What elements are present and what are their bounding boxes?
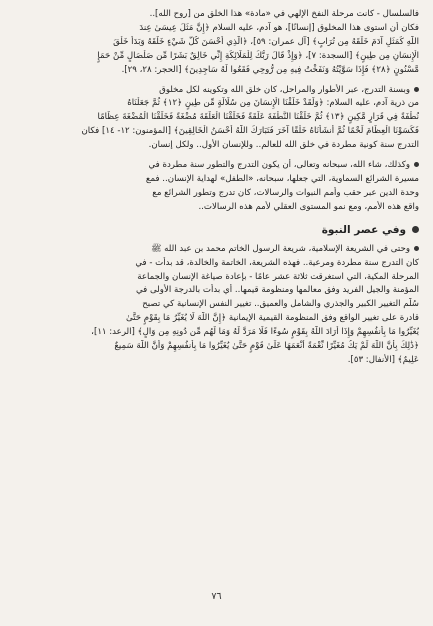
text-line: يُغَيِّرُوا مَا بِأَنفُسِهِمْ وَإِذَا أَرَادَ اللَّهُ بِقَوْمٍ سُوءًا فَلَا مَرَدَّ لَهُ وَمَا لَهُم مِّن دُونِهِ مِن وَالٍ﴾ [الرعد: ١١]،: [91, 327, 419, 338]
text-line: ﴿ذَٰلِكَ بِأَنَّ اللَّهَ لَمْ يَكُ مُغَيِّرًا نِّعْمَةً أَنْعَمَهَا عَلَىٰ قَوْمٍ حَتَّىٰ يُغَيِّرُوا مَا بِأَنفُسِهِمْ وَأَنَّ اللَّهَ سَمِيعٌ: [114, 341, 419, 352]
text-line: التدرج سنة كونية مطردة في خلق الله للعالم.. وللإنسان الأول.. ولكل إنسان.: [148, 140, 419, 151]
text-line: من ذرية آدم، عليه السلام: ﴿وَلَقَدْ خَلَقْنَا الْإِنسَانَ مِن سُلَالَةٍ مِّن طِينٍ ﴿١٢﴾ ثُمَّ جَعَلْنَاهُ: [127, 98, 419, 109]
text-line: وكذلك، شاء الله، سبحانه وتعالى، أن يكون التدرج والتطور سنة مطردة في: [16, 159, 419, 173]
bullet-icon: [414, 162, 419, 167]
text-line: فَكَسَوْنَا الْعِظَامَ لَحْمًا ثُمَّ أَنشَأْنَاهُ خَلْقًا آخَرَ فَتَبَارَكَ اللَّهُ أَحْسَنُ الْخَالِقِينَ﴾ [المؤمنون: ١٢- ١٤] فكان: [81, 126, 419, 137]
bullet-icon: [414, 87, 419, 92]
text-line: نُطْفَةً فِي قَرَارٍ مَّكِينٍ ﴿١٣﴾ ثُمَّ خَلَقْنَا النُّطْفَةَ عَلَقَةً فَخَلَقْنَا الْعَلَقَةَ مُضْغَةً فَخَلَقْنَا الْمُضْغَةَ عِظَامًا: [97, 112, 419, 123]
section-heading: [16, 224, 419, 236]
text-line: واقع هذه الأمم، ومع نمو المستوى العقلي لأمم هذه الرسالات..: [198, 201, 419, 212]
text-line: مَّسْنُونٍ ﴿٢٨﴾ فَإِذَا سَوَّيْتُهُ وَنَفَخْتُ فِيهِ مِن رُّوحِي فَقَعُوا لَهُ سَاجِدِينَ﴾ [الحجر: ٢٨، ٢٩].: [121, 64, 419, 75]
text-line: عَلِيمٌ﴾ [الأنفال: ٥٣].: [347, 354, 419, 365]
text-line: المؤمنة والجيل الفريد وفق معالمها ومنظومة قيمها.. أي بدأت بالدرجة الأولى في: [136, 285, 419, 296]
text-line: وحدة الدين عبر حقب وأمم النبوات والرسالات، كان تدرج وتطور الشرائع مع: [152, 187, 419, 198]
bullet-icon: [414, 246, 419, 251]
bullet-icon: [412, 226, 419, 233]
text-line: الْإِنسَانِ مِن طِينٍ﴾ [السجدة: ٧]، ﴿وَإِذْ قَالَ رَبُّكَ لِلْمَلَائِكَةِ إِنِّي خَالِقٌ بَشَرًا مِّن صَلْصَالٍ مِّنْ حَمَإٍ: [97, 50, 419, 61]
text-line: فالسلسال - كانت مرحلة النفخ الإلهي في «مادة» هذا الخلق من [روح الله]..: [149, 9, 419, 19]
paragraph-divine-laws: [16, 159, 419, 215]
text-line: المرحلة المكية، التي استغرقت ثلاثة عشر عامًا - بإعادة صياغة الإنسان والجماعة: [137, 271, 419, 282]
text-line: قادرة على تغيير الواقع وفق المنظومة القيمية الإيمانية ﴿إِنَّ اللَّهَ لَا يُغَيِّرُ مَا بِقَوْمٍ حَتَّىٰ: [126, 313, 419, 324]
text-line: وبسنة التدرج، عبر الأطوار والمراحل، كان خلق الله وتكوينه لكل مخلوق: [16, 84, 419, 98]
section-heading-text: وفي عصر النبوة: [321, 223, 406, 236]
text-line: فكان أن استوى هذا المخلوق [إنسانًا]، هو آدم، عليه السلام ﴿إِنَّ مَثَلَ عِيسَىٰ عِندَ: [139, 22, 419, 33]
text-line: وحتى في الشريعة الإسلامية، شريعة الرسول الخاتم محمد بن عبد الله ﷺ: [16, 243, 419, 257]
paragraph-gradual-creation: [16, 84, 419, 154]
text-line: مسيرة الشرائع السماوية، التي جعلها، سبحانه، «الطفل» لهداية الإنسان.. فمع: [145, 173, 419, 184]
text-line: سُلّم التغيير الكبير والجذري والشامل والعميق.. تغيير النفس الإنسانية كي تصبح: [142, 299, 419, 310]
text-line: كان التدرج سنة مطردة ومرعية.. فهذه الشريعة، الخاتمة والخالدة، قد بدأت - في: [135, 257, 419, 268]
paragraph-creation-of-adam: [16, 8, 419, 78]
paragraph-islamic-sharia: [16, 243, 419, 368]
page-number: ٧٦: [211, 591, 222, 602]
text-line: اللَّهِ كَمَثَلِ آدَمَ خَلَقَهُ مِن تُرَابٍ﴾ [آل عمران: ٥٩]، ﴿الَّذِي أَحْسَنَ كُلَّ شَيْءٍ خَلَقَهُ وَبَدَأَ خَلْقَ: [113, 36, 419, 47]
